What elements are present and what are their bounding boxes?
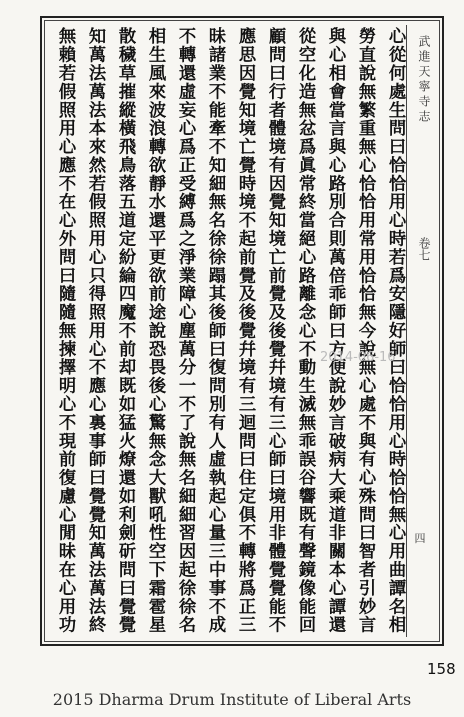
text-column: 相生風來波浪轉欲靜水還平更欲前途說恐畏後心驚無念大獸吼性空下霜雹星 <box>145 27 165 634</box>
text-column: 應思因覺知境亡覺時境不起前覺及後覺幷境有三迴問曰住定俱不轉將爲正三 <box>235 27 255 634</box>
text-column: 無賴若假照用心應不在心外問曰隨隨無揀擇明心不現前復慮心閒昧在心用功 <box>55 27 75 634</box>
text-column: 勞直說無繁重無心恰恰用常用恰恰無今說無心處不與有心殊問曰智者引妙言 <box>355 27 375 634</box>
date-stamp: 2014-06-16 <box>320 350 396 365</box>
text-column: 昧諸業不能牽不知細無名徐徐蹋其後師曰復問別有人虛執起心量三中事不成 <box>205 27 225 634</box>
text-column: 心從何處生問曰恰恰用心時若爲安隱好師曰恰恰用心時恰恰無心用曲譚名相 <box>385 27 405 634</box>
text-columns <box>53 27 403 635</box>
credit-line: 2015 Dharma Drum Institute of Liberal Arts <box>52 690 412 709</box>
margin-column <box>406 25 433 637</box>
text-column: 從空化造無忿爲眞常終當絕心路離念心不動生滅無乖誤谷響既有聲鏡像能回 <box>295 27 315 634</box>
text-column: 不轉還虛妄心爲正受縛爲之淨業障心塵萬分一不了說無名細細習因起徐徐名 <box>175 27 195 634</box>
page-number: 158 <box>427 660 456 678</box>
volume-label: 卷七 <box>417 237 431 261</box>
page-frame <box>40 16 444 646</box>
inner-border <box>44 20 440 642</box>
leaf-number: 四 <box>414 532 426 545</box>
text-column: 與心相會當言與心路別合則萬倍乖師曰方便說妙言破病大乘道非關本心譚還 <box>325 27 345 634</box>
book-title: 武進天寧寺志 <box>417 35 431 125</box>
text-column: 散穢草摧縱橫飛鳥落五道定紛綸四魔不前却既如猛火燎還如利劍斫問曰覺覺 <box>115 27 135 634</box>
text-column: 顧問曰行者體境有因覺知境亡前覺及後覺幷境有三心師曰境用非體覺覺能不 <box>265 27 285 634</box>
text-column: 知萬法萬法本來然若假照用心只得照用心不應心裏事師曰覺覺知萬法萬法終 <box>85 27 105 634</box>
